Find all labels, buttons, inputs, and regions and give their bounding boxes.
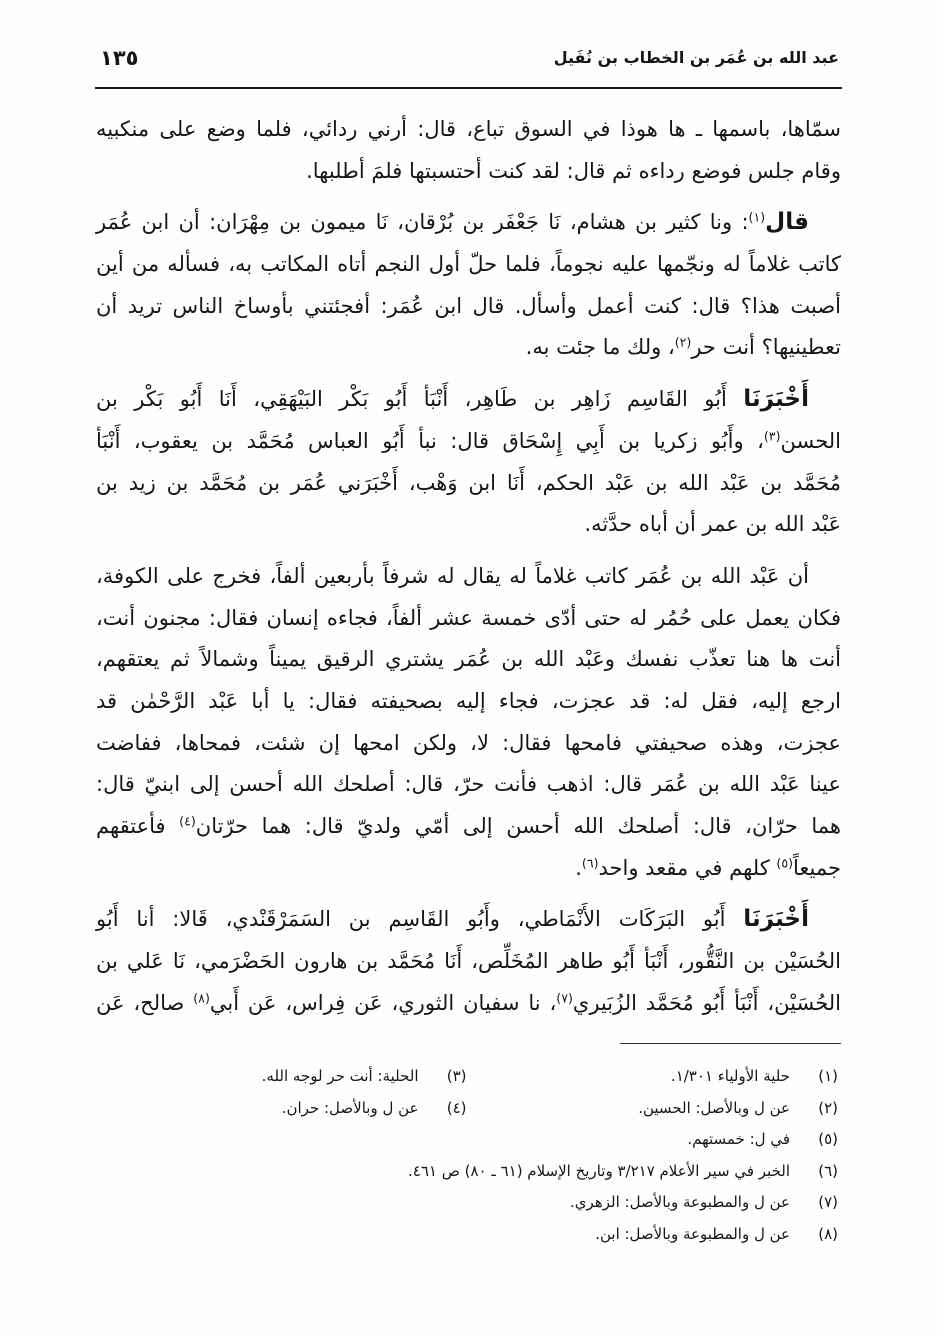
text-line	[96, 556, 841, 598]
footnotes	[95, 1061, 838, 1251]
text-run: كلهم في مقعد واحد	[598, 855, 777, 880]
footnote-text: عن ل والمطبوعة وبالأصل: الزهري.	[570, 1193, 790, 1212]
footnote-number: (٤)	[446, 1098, 467, 1117]
text-run: جميعاً	[793, 855, 841, 880]
text-line	[96, 598, 841, 640]
text-line	[96, 327, 841, 369]
text-run: كاتب غلاماً له ونجّمها عليه نجوماً، فلما حلّ أول النجم أتاه المكاتب به، فسأله من أين	[96, 252, 841, 277]
line-text	[306, 159, 841, 183]
footnote-ref: (٨)	[193, 990, 210, 1006]
text-run: الحسن	[780, 428, 841, 453]
footnote-ref: (٥)	[776, 855, 793, 871]
text-line	[96, 764, 841, 806]
footnote	[467, 1093, 839, 1125]
text-run: تعطينيها؟ أنت حر	[691, 335, 841, 360]
footnote-ref: (٧)	[556, 990, 573, 1006]
footnote-text: الحلية: أنت حر لوجه الله.	[261, 1067, 419, 1085]
footnote-number: (٣)	[446, 1067, 467, 1085]
line-text	[96, 949, 841, 973]
text-line	[96, 379, 841, 421]
main-text	[96, 109, 841, 1024]
footnote-row	[95, 1093, 838, 1125]
line-text	[96, 210, 809, 234]
line-text	[96, 991, 841, 1015]
lead-word: قال	[765, 209, 809, 236]
line-text	[96, 387, 809, 411]
footnote-row	[95, 1156, 838, 1188]
page-header	[96, 42, 841, 74]
footnote-ref: (١)	[748, 209, 766, 225]
footnote	[95, 1187, 838, 1219]
text-run: عينا عَبْد الله بن عُمَر قال: اذهب فأنت حرّ، قال: أصلحك الله أحسن إلى ابنيّ قال:	[96, 772, 841, 797]
lead-word: أَخْبَرَنَا	[743, 906, 809, 933]
text-line	[96, 421, 841, 463]
text-line	[96, 941, 841, 983]
text-line	[96, 806, 841, 848]
footnote-rule	[620, 1043, 841, 1044]
running-title: عبد الله بن عُمَر بن الخطاب بن نُفَيل	[553, 48, 839, 67]
text-run: عجزت، وهذه صحيفتي فامحها فقال: لا، ولكن امحها إن شئت، فمحاها، ففاضت	[96, 730, 841, 755]
text-line	[96, 151, 841, 193]
footnote-number: (٦)	[818, 1161, 838, 1180]
footnote-number: (٧)	[818, 1193, 838, 1212]
text-line	[96, 681, 841, 723]
text-run: ، نا سفيان الثوري، عَن فِراس، عَن أَبي	[209, 990, 557, 1015]
line-text	[526, 335, 841, 359]
paragraph	[96, 899, 841, 1024]
line-text	[584, 512, 841, 536]
text-run: ، ولك ما جئت به.	[525, 335, 675, 360]
footnote-ref: (٦)	[581, 855, 599, 871]
text-run: مُحَمَّد بن عَبْد الله بن عَبْد الحكم، أَنَا ابن وَهْب، أَخْبَرَني عُمَر بن مُحَمَّد بن زيد بن	[96, 470, 841, 495]
footnote-row	[95, 1061, 838, 1093]
header-rule	[95, 87, 842, 89]
text-run: .	[575, 855, 582, 880]
text-run: أنت ها هنا تعذّب نفسك وعَبْد الله بن عُمَر يشتري الرقيق يميناً وشمالاً ثم يعتقهم،	[96, 647, 841, 672]
line-text	[96, 606, 841, 630]
footnote-text: عن ل والمطبوعة وبالأصل: ابن.	[595, 1224, 790, 1243]
text-run: عَبْد الله بن عمر أن أباه حدَّثه.	[584, 512, 841, 537]
line-text	[96, 647, 841, 671]
footnote-text: في ل: خمستهم.	[687, 1130, 790, 1149]
footnote-ref: (٤)	[179, 813, 196, 829]
text-run: وقام جلس فوضع رداءه ثم قال: لقد كنت أحتسبتها فلمَ أطلبها.	[306, 158, 841, 183]
footnote-number: (٥)	[818, 1130, 838, 1149]
text-run: أن عَبْد الله بن عُمَر كاتب غلاماً له يقال له شرفاً بأربعين ألفاً، فخرج على الكوفة،	[96, 563, 809, 588]
text-run: : ونا كثير بن هشام، نَا جَعْفَر بن بُرْقان، نَا ميمون بن مِهْرَان: أن ابن عُمَر	[96, 210, 749, 235]
text-run: ارجع إليه، فقل له: قد عجزت، فجاء إليه بصحيفته فقال: يا أبا عَبْد الرَّحْمٰن قد	[96, 688, 841, 713]
footnote-number: (١)	[818, 1067, 838, 1085]
paragraph	[96, 556, 841, 890]
text-run: أَبُو البَرَكَات الأَنْمَاطي، وأَبُو القَاسِم بن السَمَرْقَنْدي، قَالا: أنا أَبُو	[96, 907, 744, 932]
text-run: هما حرّان، قال: أصلحك الله أحسن إلى أمّي ولديّ قال: هما حرّتان	[195, 814, 841, 838]
text-line	[96, 244, 841, 286]
footnote-row	[95, 1124, 838, 1156]
line-text	[96, 731, 841, 755]
paragraph	[96, 109, 841, 192]
footnote-number: (٢)	[818, 1098, 838, 1117]
lead-word: أَخْبَرَنَا	[743, 386, 809, 413]
text-line	[96, 109, 841, 151]
text-run: الحُسَيْن بن النَّقُّور، أَنْبَأ أَبُو طاهر المُخَلِّص، أَنَا مُحَمَّد بن هارون الحَضْرَمي، نَا عَلي بن	[96, 949, 841, 974]
text-run: ، وأَبُو زكريا بن أَبِي إِسْحَاق قال: نبأ أَبُو العباس مُحَمَّد بن يعقوب، أَنْبَأ	[96, 428, 764, 453]
footnote	[467, 1061, 839, 1093]
line-text	[575, 856, 841, 880]
footnote	[95, 1156, 838, 1188]
text-run: أَبُو القَاسِم زَاهِر بن طَاهِر، أَنْبَأ أَبُو بَكْر البَيْهَقِي، أَنَا أَبُو بَكْر بن	[96, 387, 744, 412]
line-text	[96, 564, 809, 588]
footnote	[95, 1124, 838, 1156]
text-line	[96, 848, 841, 890]
text-run: فكان يعمل على حُمُر له حتى أدّى خمسة عشر ألفاً، فجاءه إنسان فقال: مجنون أنت،	[96, 605, 841, 630]
footnote-ref: (٣)	[763, 428, 781, 444]
line-text	[96, 689, 841, 713]
text-line	[96, 639, 841, 681]
text-run: الحُسَيْن، أَنْبَأ أَبُو مُحَمَّد الزُبَيري	[572, 990, 841, 1015]
text-run: صالح، عَن	[96, 990, 194, 1015]
text-run: أصبت هذا؟ قال: كنت أعمل وأسأل. قال ابن عُمَر: أفجئتني بأوساخ الناس تريد أن	[96, 293, 841, 318]
footnote	[95, 1219, 838, 1251]
text-line	[96, 723, 841, 765]
footnote-text: حلية الأولياء ١/٣٠١.	[670, 1067, 790, 1085]
line-text	[96, 294, 841, 318]
footnote-text: عن ل وبالأصل: حران.	[281, 1098, 419, 1117]
text-line	[96, 202, 841, 244]
paragraph	[96, 379, 841, 546]
text-line	[96, 463, 841, 505]
text-line	[96, 899, 841, 941]
page-number: ١٣٥	[100, 46, 139, 70]
text-run: سمّاها، باسمها ـ ها هوذا في السوق تباع، قال: أرني ردائي، فلما وضع على منكبيه	[96, 117, 841, 141]
line-text	[96, 814, 841, 838]
text-line	[96, 504, 841, 546]
footnote-ref: (٢)	[674, 334, 692, 350]
line-text	[96, 429, 841, 453]
footnote	[95, 1093, 467, 1125]
line-text	[96, 907, 809, 931]
line-text	[96, 471, 841, 495]
footnote-row	[95, 1187, 838, 1219]
footnote-text: عن ل وبالأصل: الحسين.	[638, 1098, 790, 1117]
line-text	[96, 252, 841, 276]
line-text	[96, 772, 841, 796]
footnote-text: الخبر في سير الأعلام ٣/٢١٧ وتاريخ الإسلام (٦١ ـ ٨٠) ص ٤٦١.	[408, 1161, 790, 1180]
text-line	[96, 983, 841, 1025]
footnote	[95, 1061, 467, 1093]
paragraph	[96, 202, 841, 369]
footnote-number: (٨)	[818, 1224, 838, 1243]
line-text	[96, 117, 841, 141]
text-line	[96, 286, 841, 328]
footnote-row	[95, 1219, 838, 1251]
text-run: فأعتقهم	[96, 814, 180, 838]
